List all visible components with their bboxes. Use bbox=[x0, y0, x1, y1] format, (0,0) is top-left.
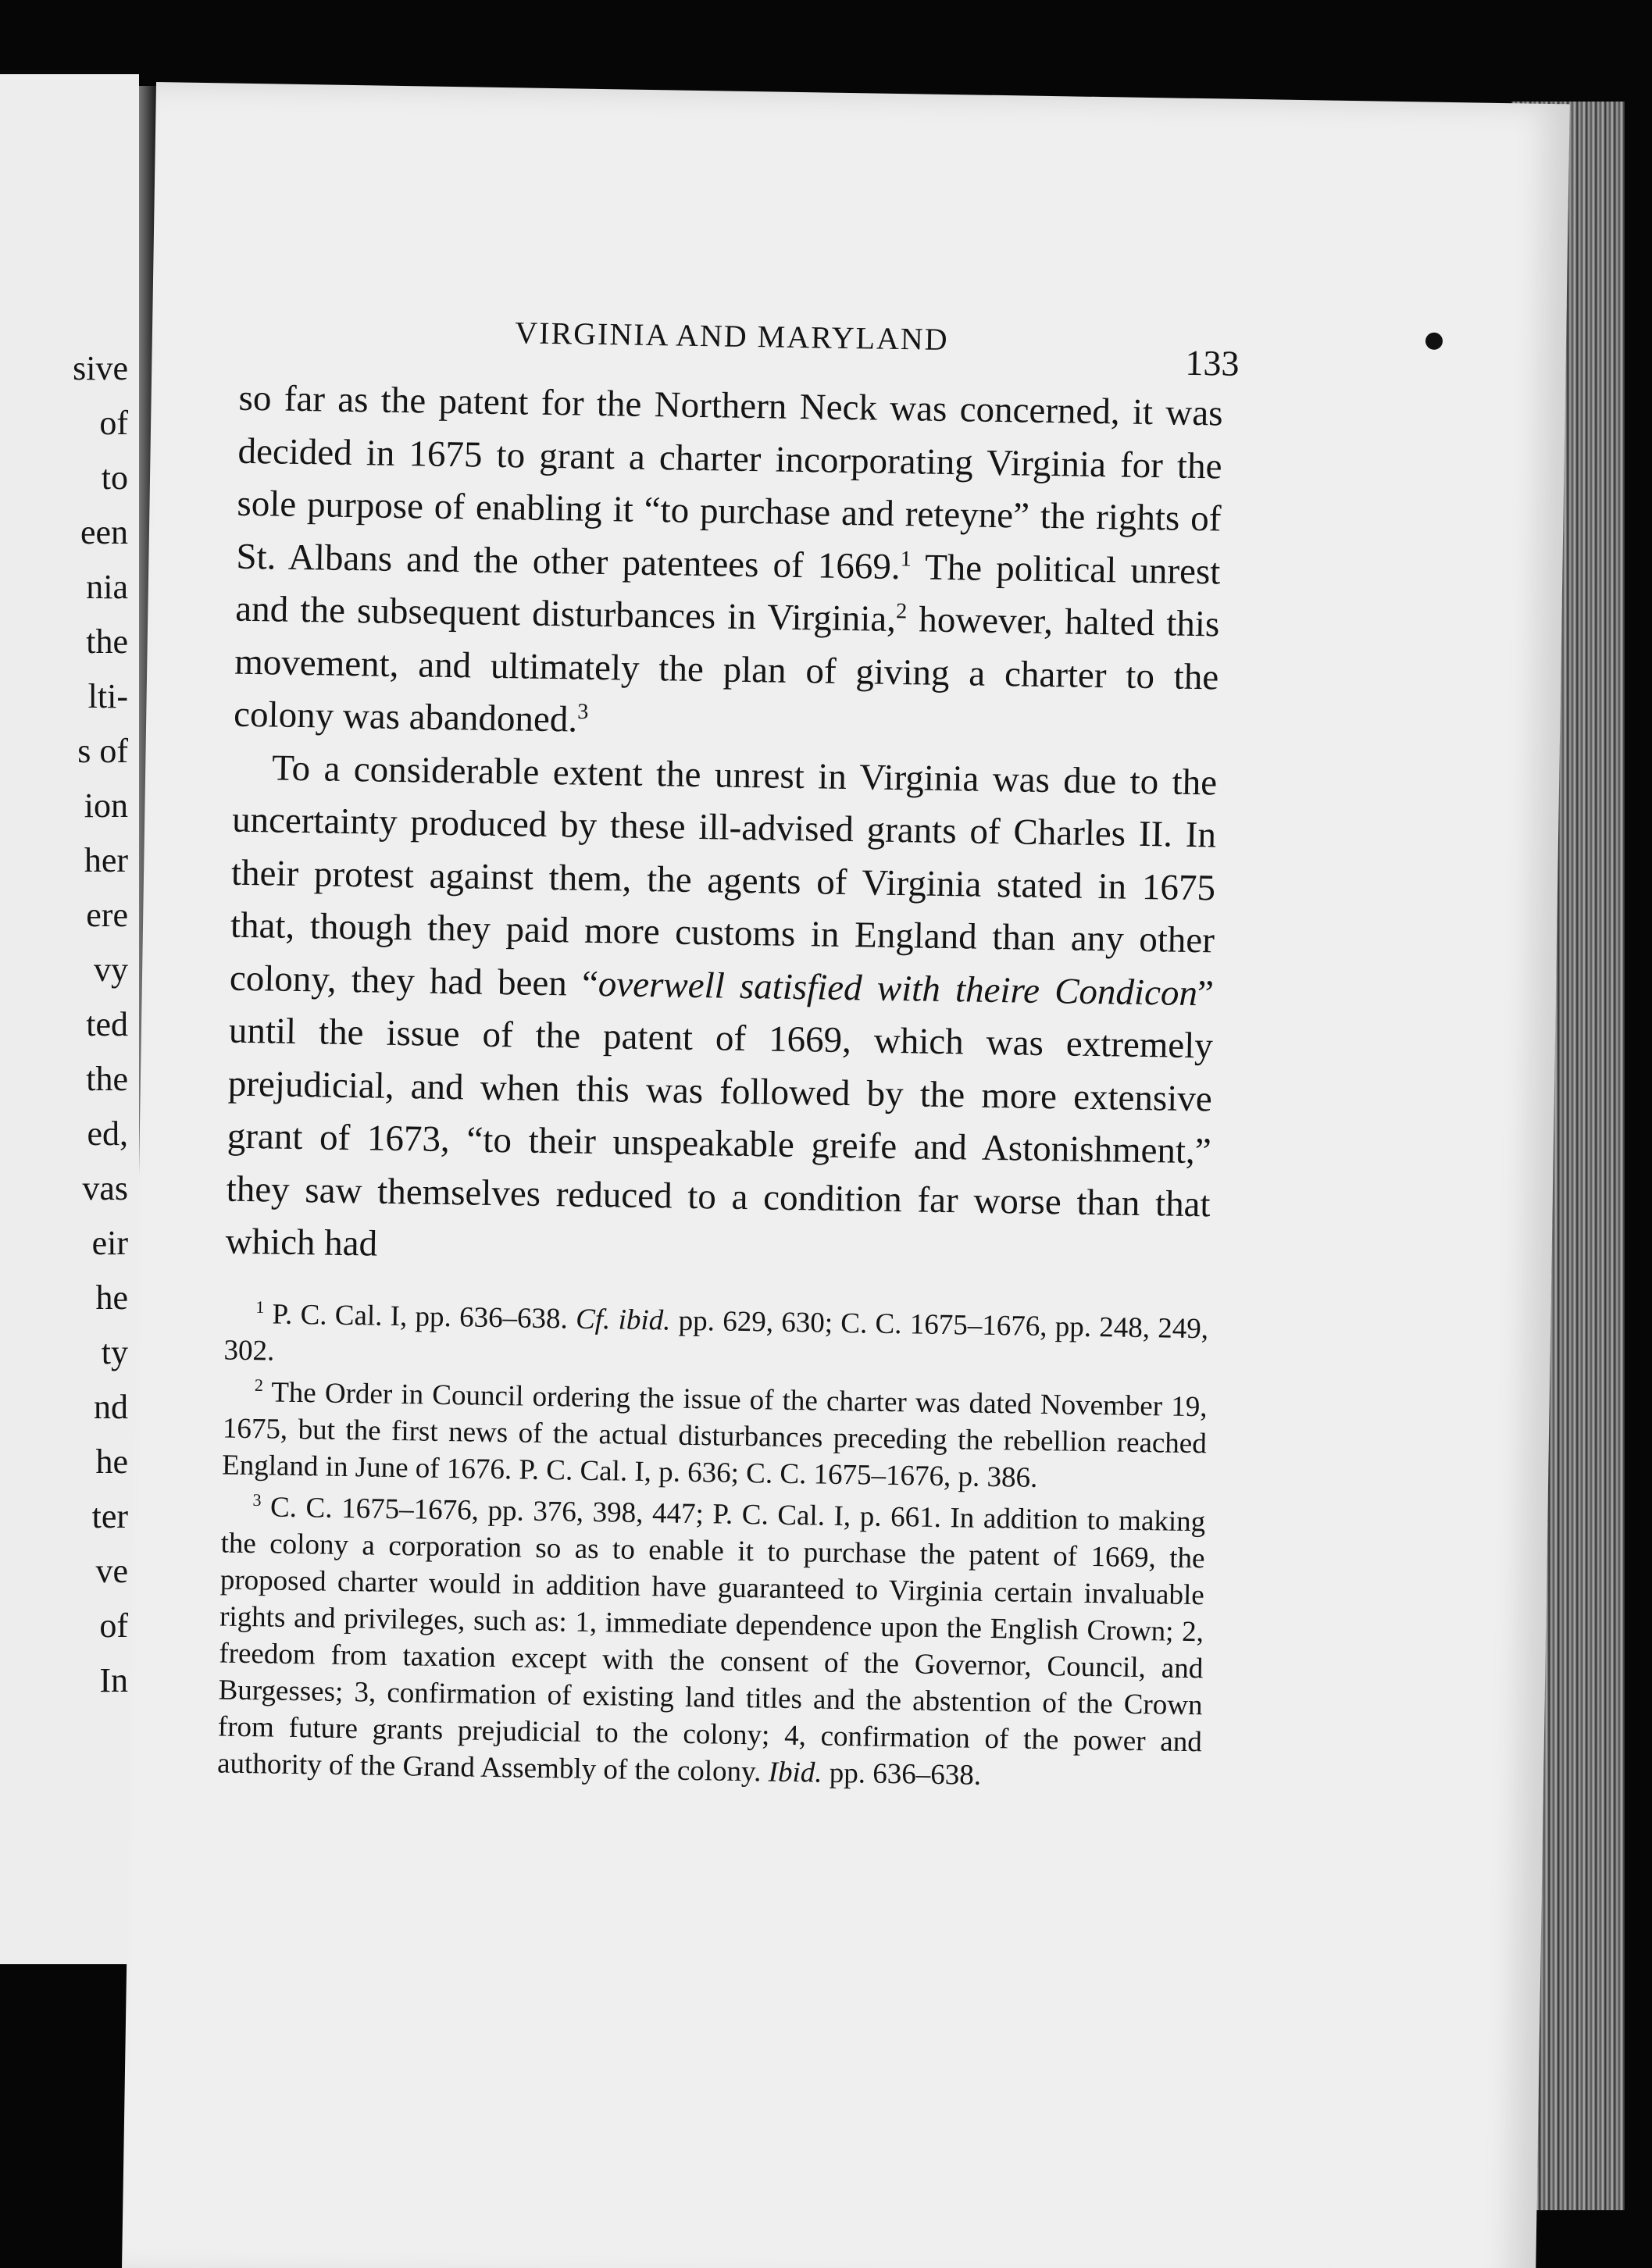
footnote-marker: 1 bbox=[255, 1296, 265, 1317]
left-facing-page bbox=[0, 74, 139, 1964]
body-paragraph bbox=[225, 741, 1217, 1284]
binding-hole bbox=[1425, 333, 1443, 350]
left-page-line: the bbox=[86, 622, 128, 661]
footnote-text: pp. 636–638. bbox=[822, 1756, 982, 1792]
left-page-line: he bbox=[95, 1278, 128, 1317]
left-page-line: nia bbox=[86, 568, 128, 606]
footnote bbox=[223, 1295, 1208, 1384]
paragraph-text: however, halted this movement, and ultimately the plan of giving a charter to the colony was abandoned. bbox=[233, 599, 1220, 740]
left-page-line: nd bbox=[94, 1388, 128, 1426]
left-page-line: ion bbox=[84, 786, 128, 825]
paragraph-text: To a considerable extent the unrest in Virginia was due to the uncertainty produced by these ill-advised grants of Charles II. In their protest against them, the agents of Virginia stated in 1675 that, though they paid more customs in England than any other colony, they had been “ bbox=[229, 747, 1218, 1004]
left-page-line: of bbox=[99, 1606, 128, 1645]
left-page-line: to bbox=[101, 458, 128, 497]
left-page-line: ed, bbox=[87, 1114, 128, 1153]
left-page-line: ty bbox=[101, 1333, 128, 1371]
footnote-text: The Order in Council ordering the issue of the charter was dated November 19, 1675, but the first news of the actual disturbances preceding the rebellion reached England in June of 1676. P. C. Cal. I, p. 636; C. C. 1675–1676, p. 386. bbox=[221, 1375, 1208, 1494]
left-page-line: he bbox=[95, 1442, 128, 1481]
left-page-line: vy bbox=[94, 950, 128, 989]
left-page-line: eir bbox=[91, 1224, 128, 1262]
left-page-line: her bbox=[84, 841, 128, 879]
left-page-line: ted bbox=[86, 1005, 128, 1043]
running-head-title: VIRGINIA AND MARYLAND bbox=[514, 315, 949, 357]
footnotes bbox=[217, 1295, 1209, 1797]
left-page-line: vas bbox=[82, 1169, 128, 1207]
left-page-line: lti- bbox=[87, 677, 128, 715]
footnote-marker: 2 bbox=[254, 1375, 264, 1395]
left-page-line: the bbox=[86, 1060, 128, 1098]
page-number: 133 bbox=[1185, 342, 1240, 383]
page-text-block bbox=[216, 310, 1240, 1802]
left-page-line: In bbox=[99, 1661, 128, 1699]
footnote bbox=[222, 1373, 1208, 1499]
italic-quotation: overwell satisfied with theire Condicon bbox=[598, 963, 1198, 1014]
left-page-line: of bbox=[99, 404, 128, 442]
footnote-marker: 3 bbox=[252, 1489, 262, 1510]
paragraph-text: so far as the patent for the Northern Neck was concerned, it was decided in 1675 to grant a charter incorporating Virginia for the sole purpose of enabling it “to purchase and reteyne” the rights of St. Albans and the other patentees of 1669. bbox=[236, 377, 1223, 587]
footnote-italic: Cf. ibid. bbox=[575, 1303, 671, 1337]
footnote-text: pp. 629, 630; C. C. 1675–1676, pp. 248, 249, 302. bbox=[223, 1304, 1209, 1368]
footnote-italic: Ibid. bbox=[768, 1756, 822, 1789]
footnote-reference: 2 bbox=[895, 599, 908, 624]
footnote-text: C. C. 1675–1676, pp. 376, 398, 447; P. C. Cal. I, p. 661. In addition to making the colony a corporation so as to enable it to purchase the patent of 1669, the proposed charter would in addition have guaranteed to Virginia certain invaluable rights and privileges, such as: 1, immediate dependence upon the English Crown; 2, freedom from taxation except with the consent of the Governor, Council, and Burgesses; 3, confirmation of existing land titles and the abstention of the Crown from future grants prejudicial to the colony; 4, confirmation of the power and authority of the Grand Assembly of the colony. bbox=[216, 1490, 1206, 1788]
footnote-reference: 1 bbox=[900, 546, 912, 572]
left-page-line: s of bbox=[77, 732, 128, 770]
left-page-line: ter bbox=[91, 1497, 128, 1535]
left-page-line: sive bbox=[73, 349, 128, 387]
footnote bbox=[217, 1488, 1206, 1797]
left-page-line: ere bbox=[86, 896, 128, 934]
book-page bbox=[122, 82, 1570, 2268]
body-paragraph bbox=[234, 373, 1223, 757]
left-page-line: een bbox=[80, 513, 128, 551]
footnote-reference: 3 bbox=[577, 699, 589, 725]
paragraph-text: ” until the issue of the patent of 1669, which was extremely prejudicial, and when this was followed by the more extensive grant of 1673, “to their unspeakable greife and Astonishment,” they saw themselves reduced to a condition far worse than that which had bbox=[225, 972, 1215, 1264]
footnote-text: P. C. Cal. I, pp. 636–638. bbox=[264, 1297, 576, 1335]
left-page-line: ve bbox=[95, 1552, 128, 1590]
paragraph-text: The political unrest and the subsequent disturbances in Virginia, bbox=[235, 546, 1221, 640]
